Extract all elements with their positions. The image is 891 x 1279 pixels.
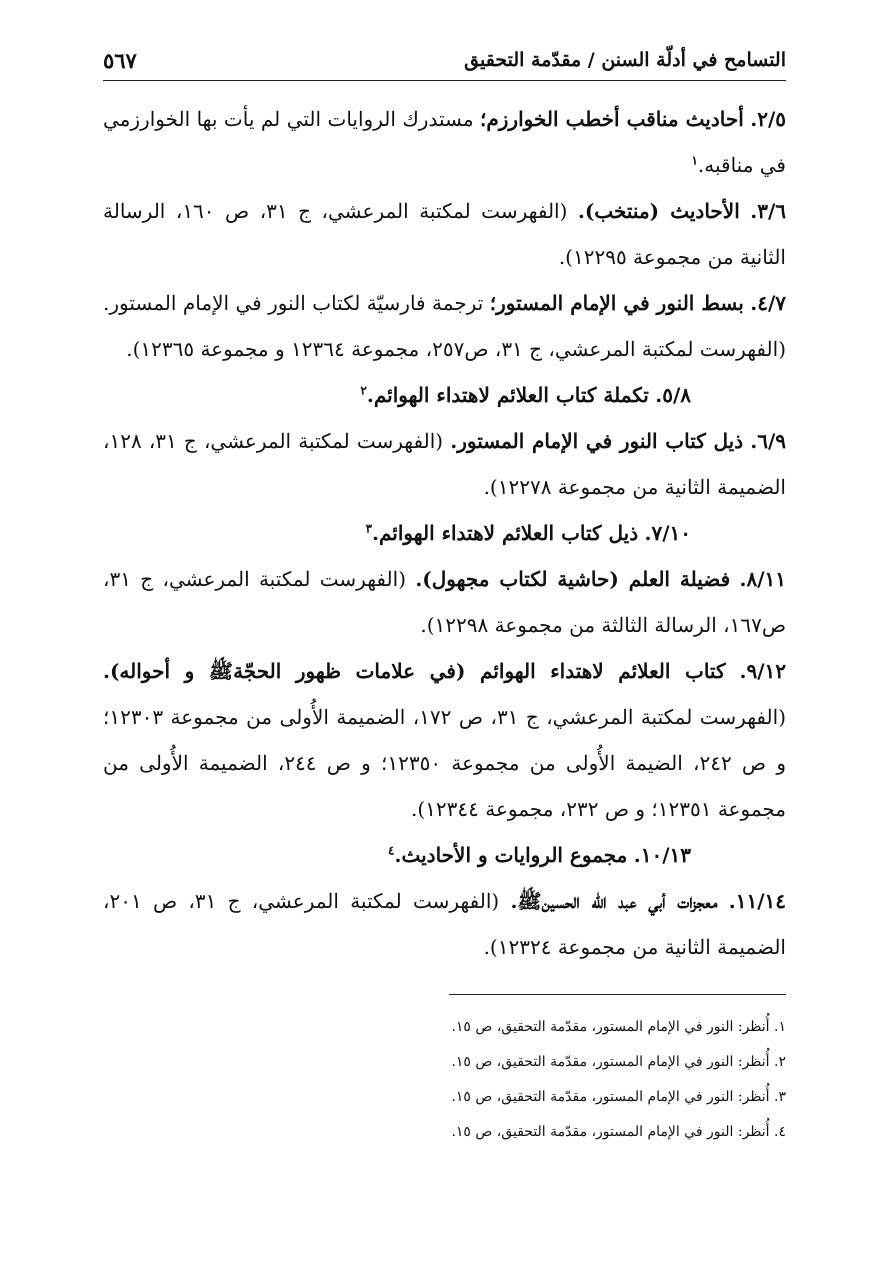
item-title: مجموع الروايات و الأحاديث. (394, 843, 628, 867)
footnote (103, 1010, 786, 1045)
footnote-ref[interactable]: ١ (691, 153, 698, 168)
footnote-text: أُنظر: النور في الإمام المستور، مقدّمة التحقيق، ص ١٥. (451, 1019, 770, 1035)
footnote-ref[interactable]: ٣ (365, 521, 373, 536)
page-number: ٥٦٧ (103, 47, 137, 73)
item-title: بسط النور في الإمام المستور؛ (489, 291, 744, 315)
footnote-number: ١. (774, 1019, 786, 1035)
footnote-text: أُنظر: النور في الإمام المستور، مقدّمة التحقيق، ص ١٥. (451, 1124, 770, 1140)
item-title: فضيلة العلم (حاشية لكتاب مجهول). (415, 567, 731, 591)
item-title: الأحاديث (منتخب). (577, 199, 740, 223)
footnote-number: ٤. (774, 1124, 786, 1140)
item-title: ذيل كتاب النور في الإمام المستور. (450, 429, 744, 453)
list-item (103, 510, 786, 556)
list-item (103, 280, 786, 372)
item-number: ٣/٦. (750, 199, 787, 223)
item-text: (الفهرست لمكتبة المرعشي، ج ٣١، ص ٢٠١، الضميمة الثانية من مجموعة ١٢٣٢٤). (103, 889, 786, 959)
item-number: ٢/٥. (750, 107, 787, 131)
item-number: ٨/١١. (739, 567, 787, 591)
footnote (103, 1045, 786, 1080)
item-text: (الفهرست لمكتبة المرعشي، ج ٣١، ص ١٧٢، الضميمة الأُولى من مجموعة ١٢٣٠٣؛ و ص ٢٤٢، الضيمة الأُولى من مجموعة ١٢٣٥٠؛ و ص ٢٤٤، الضميمة الأُولى من مجموعة ١٢٣٥١؛ و ص ٢٣٢، مجموعة ١٢٣٤٤). (103, 705, 786, 821)
item-title: ذيل كتاب العلائم لاهتداء الهوائم. (372, 521, 639, 545)
footnotes (103, 1010, 786, 1150)
item-title: كتاب العلائم لاهتداء الهوائم (في علامات ظهور الحجّة‌ﷺ و أحواله). (103, 659, 726, 683)
item-number: ١١/١٤. (728, 889, 786, 913)
list-item (103, 832, 786, 878)
item-number: ٥/٨. (655, 383, 691, 407)
list-item (103, 648, 786, 832)
footnote-number: ٣. (774, 1089, 786, 1105)
running-header (103, 40, 786, 81)
list-item (103, 418, 786, 510)
list-item (103, 96, 786, 188)
list-item (103, 878, 786, 970)
footnote-number: ٢. (774, 1054, 786, 1070)
page-body (103, 96, 786, 970)
item-number: ٩/١٢. (739, 659, 786, 683)
footnote-ref[interactable]: ٤ (388, 843, 395, 858)
item-number: ٧/١٠. (644, 521, 691, 545)
running-title: التسامح في أدلّة السنن / مقدّمة التحقيق (464, 49, 786, 71)
item-title: معجزات أبي عبد الله الحسين‌ﷺ. (510, 889, 718, 913)
item-text: (الفهرست لمكتبة المرعشي، ج ٣١، ١٢٨، الضميمة الثانية من مجموعة ١٢٢٧٨). (103, 429, 786, 499)
list-item (103, 556, 786, 648)
item-title: أحاديث مناقب أخطب الخوارزم؛ (480, 107, 744, 131)
item-title: تكملة كتاب العلائم لاهتداء الهوائم. (366, 383, 649, 407)
footnote (103, 1080, 786, 1115)
footnote-text: أُنظر: النور في الإمام المستور، مقدّمة التحقيق، ص ١٥. (451, 1089, 770, 1105)
list-item (103, 188, 786, 280)
item-text: (الفهرست لمكتبة المرعشي، ج ٣١، ص١٦٧، الرسالة الثالثة من مجموعة ١٢٢٩٨). (103, 567, 786, 637)
footnote-text: أُنظر: النور في الإمام المستور، مقدّمة التحقيق، ص ١٥. (451, 1054, 770, 1070)
footnote (103, 1115, 786, 1150)
item-number: ١٠/١٣. (633, 843, 691, 867)
item-text: (الفهرست لمكتبة المرعشي، ج ٣١، ص ١٦٠، الرسالة الثانية من مجموعة ١٢٢٩٥). (103, 199, 786, 269)
footnote-ref[interactable]: ٢ (360, 383, 367, 398)
item-number: ٦/٩. (750, 429, 787, 453)
footnote-separator (449, 994, 786, 995)
item-number: ٤/٧. (750, 291, 786, 315)
item-text: مستدرك الروايات التي لم يأت بها الخوارزمي في مناقبه. (103, 107, 786, 177)
item-text: ترجمة فارسيّة لكتاب النور في الإمام المستور. (الفهرست لمكتبة المرعشي، ج ٣١، ص٢٥٧، مجموعة ١٢٣٦٤ و مجموعة ١٢٣٦٥). (103, 291, 786, 361)
list-item (103, 372, 786, 418)
